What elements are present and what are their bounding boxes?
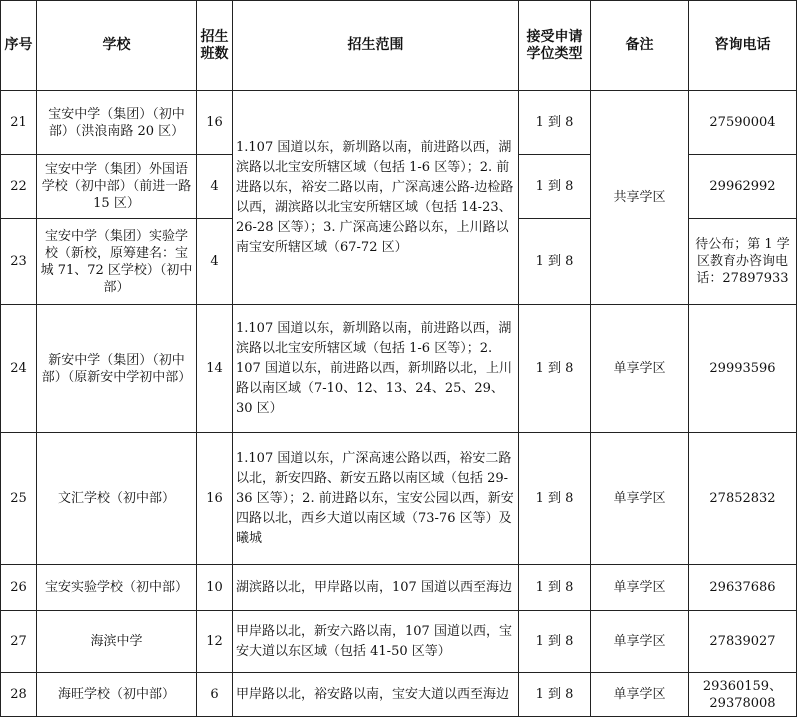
row-classes: 4 bbox=[197, 155, 233, 219]
row-type: 1 到 8 bbox=[519, 155, 591, 219]
row-phone: 待公布；第 1 学区教育办咨询电话：27897933 bbox=[689, 219, 797, 305]
row-school: 海旺学校（初中部） bbox=[37, 673, 197, 717]
row-seq: 28 bbox=[1, 673, 37, 717]
row-seq: 26 bbox=[1, 565, 37, 611]
row-scope: 1.107 国道以东，新圳路以南，前进路以西，湖滨路以北宝安所辖区域（包括 1-6 区等）；2. 107 国道以东，前进路以西，新圳路以北，上川路以南区域（7-10、12、13、24、25、29、30 区） bbox=[233, 305, 519, 433]
row-school: 文汇学校（初中部） bbox=[37, 433, 197, 565]
row-school: 宝安实验学校（初中部） bbox=[37, 565, 197, 611]
row-classes: 4 bbox=[197, 219, 233, 305]
row-school: 宝安中学（集团）实验学校（新校，原筹建名：宝城 71、72 区学校）（初中部） bbox=[37, 219, 197, 305]
row-classes: 16 bbox=[197, 91, 233, 155]
row-phone: 29637686 bbox=[689, 565, 797, 611]
header-phone: 咨询电话 bbox=[689, 1, 797, 91]
row-seq: 21 bbox=[1, 91, 37, 155]
row-school: 海滨中学 bbox=[37, 611, 197, 673]
header-types: 接受申请学位类型 bbox=[519, 1, 591, 91]
row-note: 单享学区 bbox=[591, 673, 689, 717]
row-classes: 10 bbox=[197, 565, 233, 611]
row-phone: 29962992 bbox=[689, 155, 797, 219]
table-row bbox=[1, 433, 797, 565]
row-type: 1 到 8 bbox=[519, 305, 591, 433]
row-phone: 27590004 bbox=[689, 91, 797, 155]
row-type: 1 到 8 bbox=[519, 673, 591, 717]
row-seq: 22 bbox=[1, 155, 37, 219]
header-row bbox=[1, 1, 797, 91]
row-type: 1 到 8 bbox=[519, 611, 591, 673]
shared-note: 共享学区 bbox=[591, 91, 689, 305]
row-phone: 29993596 bbox=[689, 305, 797, 433]
table-row bbox=[1, 611, 797, 673]
row-school: 宝安中学（集团）外国语学校（初中部）（前进一路 15 区） bbox=[37, 155, 197, 219]
shared-scope: 1.107 国道以东，新圳路以南，前进路以西，湖滨路以北宝安所辖区域（包括 1-6 区等）；2. 前进路以东，裕安二路以南，广深高速公路-边检路以西，湖滨路以北宝安所辖区域（包括 14-23、26-28 区等）；3. 广深高速公路以东，上川路以南宝安所辖区域（67-72 区） bbox=[233, 91, 519, 305]
row-phone: 27852832 bbox=[689, 433, 797, 565]
header-note: 备注 bbox=[591, 1, 689, 91]
table-row bbox=[1, 673, 797, 717]
row-scope: 1.107 国道以东，广深高速公路以西，裕安二路以北，新安四路、新安五路以南区域（包括 29-36 区等）；2. 前进路以东，宝安公园以西，新安四路以北，西乡大道以南区域（73-76 区等）及曦城 bbox=[233, 433, 519, 565]
table-row bbox=[1, 91, 797, 155]
row-school: 宝安中学（集团）（初中部）（洪浪南路 20 区） bbox=[37, 91, 197, 155]
row-classes: 14 bbox=[197, 305, 233, 433]
row-classes: 16 bbox=[197, 433, 233, 565]
row-type: 1 到 8 bbox=[519, 219, 591, 305]
row-phone: 29360159、29378008 bbox=[689, 673, 797, 717]
row-school: 新安中学（集团）（初中部）（原新安中学初中部） bbox=[37, 305, 197, 433]
row-classes: 12 bbox=[197, 611, 233, 673]
row-seq: 23 bbox=[1, 219, 37, 305]
row-scope: 甲岸路以北，新安六路以南，107 国道以西，宝安大道以东区域（包括 41-50 区等） bbox=[233, 611, 519, 673]
row-scope: 甲岸路以北，裕安路以南，宝安大道以西至海边 bbox=[233, 673, 519, 717]
row-note: 单享学区 bbox=[591, 611, 689, 673]
row-type: 1 到 8 bbox=[519, 91, 591, 155]
row-seq: 24 bbox=[1, 305, 37, 433]
row-scope: 湖滨路以北，甲岸路以南，107 国道以西至海边 bbox=[233, 565, 519, 611]
row-type: 1 到 8 bbox=[519, 565, 591, 611]
row-seq: 25 bbox=[1, 433, 37, 565]
row-note: 单享学区 bbox=[591, 565, 689, 611]
row-seq: 27 bbox=[1, 611, 37, 673]
row-note: 单享学区 bbox=[591, 305, 689, 433]
row-phone: 27839027 bbox=[689, 611, 797, 673]
header-scope: 招生范围 bbox=[233, 1, 519, 91]
row-type: 1 到 8 bbox=[519, 433, 591, 565]
row-classes: 6 bbox=[197, 673, 233, 717]
header-seq: 序号 bbox=[1, 1, 37, 91]
table-row bbox=[1, 565, 797, 611]
header-classes: 招生班数 bbox=[197, 1, 233, 91]
row-note: 单享学区 bbox=[591, 433, 689, 565]
table-row bbox=[1, 305, 797, 433]
header-school: 学校 bbox=[37, 1, 197, 91]
